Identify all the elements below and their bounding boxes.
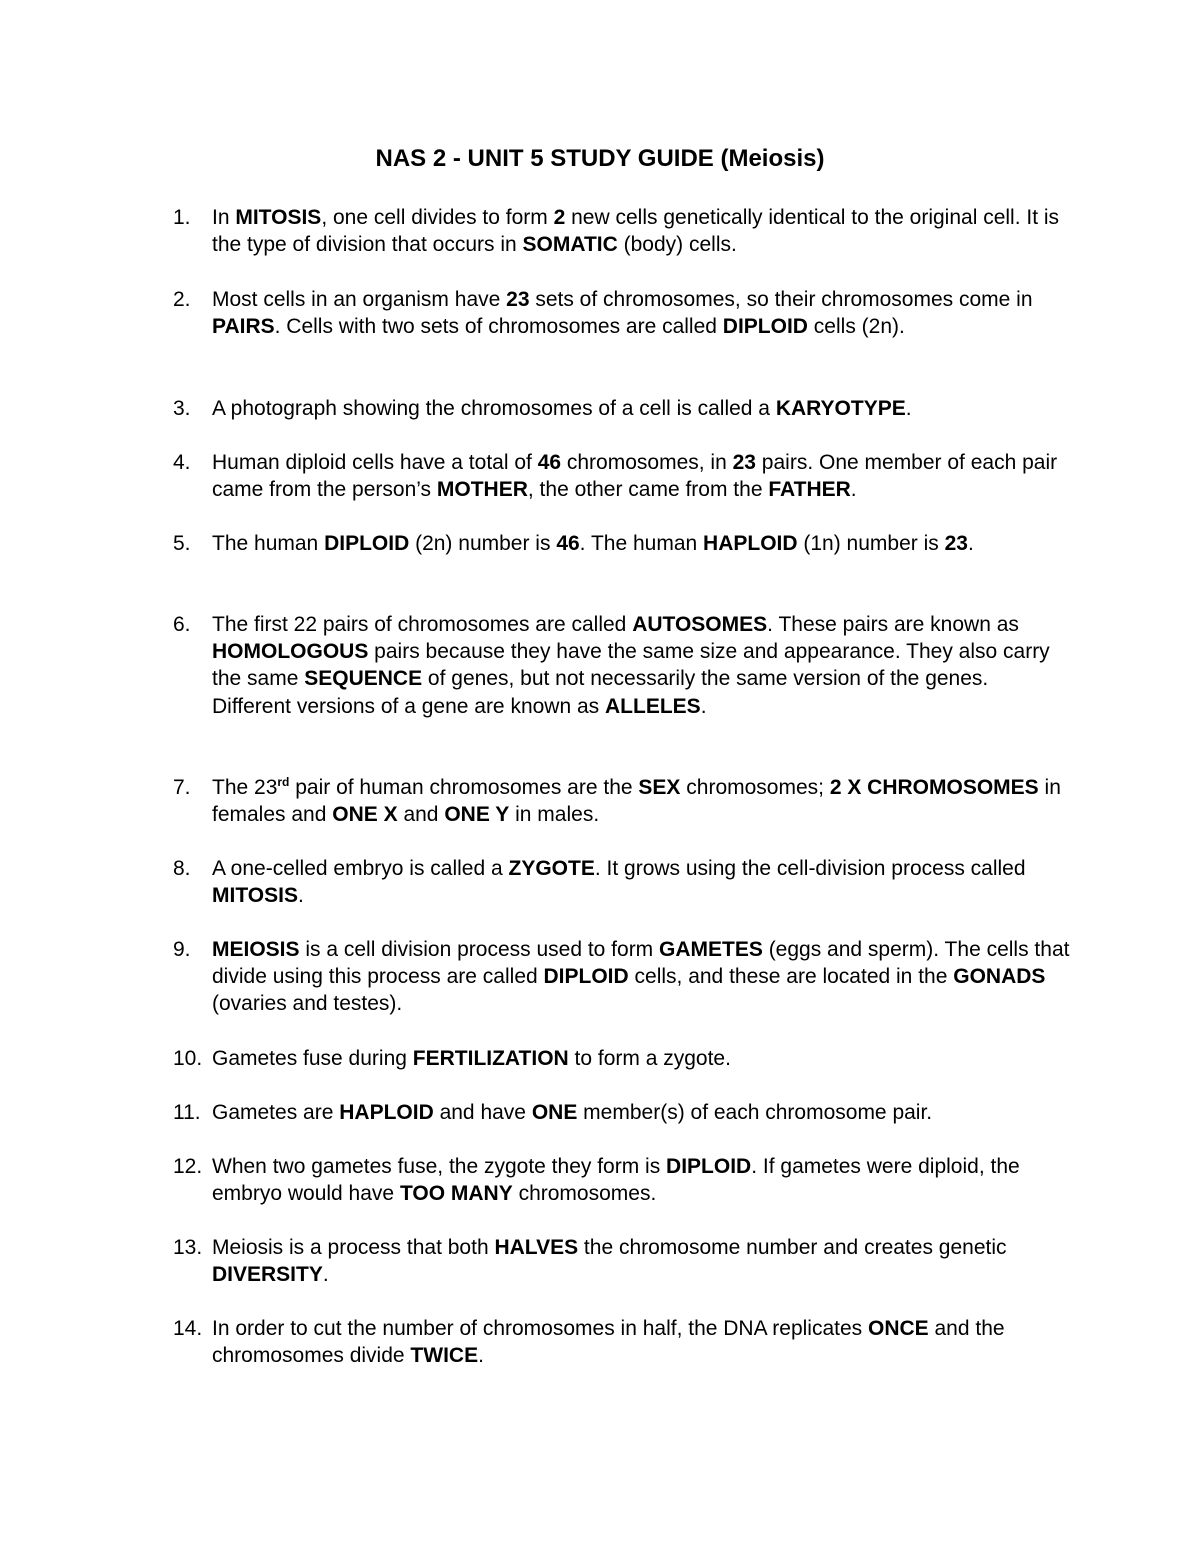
keyword: ALLELES <box>605 694 701 718</box>
keyword: HAPLOID <box>703 532 798 555</box>
text-run: Gametes are <box>212 1101 340 1124</box>
keyword: HALVES <box>494 1236 579 1259</box>
list-item <box>173 204 1073 258</box>
keyword: GAMETES <box>659 938 763 961</box>
keyword: DIPLOID <box>666 1155 752 1178</box>
item-text <box>212 774 1073 828</box>
text-run: pairs because they have the same size and appearance. They also carry the same <box>212 640 1050 691</box>
keyword: DIPLOID <box>543 965 629 989</box>
keyword: DIVERSITY <box>212 1263 323 1287</box>
text-run: . It grows using the cell-division process called <box>594 857 1026 880</box>
keyword: ONE <box>531 1101 578 1124</box>
item-number: 13. <box>173 1236 203 1259</box>
text-run: In order to cut the number of chromosomes in half, the DNA replicates <box>212 1317 868 1340</box>
text-run: chromosomes, in <box>561 451 733 474</box>
text-run: . If gametes were diploid, the embryo would have <box>212 1155 1020 1206</box>
text-run: A photograph showing the chromosomes of a cell is called a <box>212 397 776 420</box>
text-run: . Cells with two sets of chromosomes are called <box>274 315 723 339</box>
text-run: cells, and these are located in the <box>628 965 954 989</box>
text-run: pairs. One member of each pair came from the person’s <box>212 451 1058 502</box>
list-item <box>173 774 1073 828</box>
keyword: ONE X <box>332 803 398 827</box>
text-run: the chromosome number and creates genetic <box>578 1236 1007 1259</box>
keyword: DIPLOID <box>324 532 410 555</box>
keyword: 23 <box>506 288 530 311</box>
item-text <box>212 1045 1073 1072</box>
keyword: HOMOLOGOUS <box>212 640 369 664</box>
text-run: sets of chromosomes, so their chromosomes come in <box>529 288 1033 311</box>
list-item <box>173 936 1073 1018</box>
text-run: and the chromosomes divide <box>212 1317 1005 1368</box>
list-item <box>173 611 1073 720</box>
item-text <box>212 855 1073 909</box>
text-run: (body) cells. <box>617 233 737 257</box>
keyword: DIPLOID <box>722 315 808 339</box>
text-run: In <box>212 206 236 229</box>
text-run: new cells genetically identical to the original cell. It is the type of division that occurs in <box>212 206 1060 257</box>
item-number: 5. <box>173 532 191 555</box>
text-run: chromosomes. <box>512 1182 657 1206</box>
text-run: and have <box>433 1101 532 1124</box>
keyword: KARYOTYPE <box>775 397 906 420</box>
keyword: 2 <box>553 206 566 229</box>
item-text <box>212 611 1073 720</box>
keyword: FERTILIZATION <box>412 1047 569 1070</box>
list-item <box>173 855 1073 909</box>
keyword: 2 X CHROMOSOMES <box>829 776 1039 799</box>
item-text <box>212 286 1073 340</box>
text-run: . <box>967 532 974 555</box>
keyword: ZYGOTE <box>508 857 595 880</box>
item-number: 9. <box>173 938 191 961</box>
keyword: AUTOSOMES <box>632 613 768 636</box>
item-number: 1. <box>173 206 191 229</box>
text-run: Meiosis is a process that both <box>212 1236 495 1259</box>
keyword: TOO MANY <box>399 1182 513 1206</box>
item-number: 6. <box>173 613 191 636</box>
text-run: . <box>850 478 857 502</box>
item-number: 12. <box>173 1155 203 1178</box>
list-item <box>173 530 1073 557</box>
keyword: MOTHER <box>436 478 528 502</box>
item-text <box>212 395 1073 422</box>
text-run: . <box>478 1344 484 1368</box>
item-number: 2. <box>173 288 191 311</box>
item-text <box>212 1315 1073 1369</box>
text-run: A one-celled embryo is called a <box>212 857 509 880</box>
keyword: 46 <box>537 451 562 474</box>
list-item <box>173 1315 1073 1369</box>
item-text <box>212 204 1073 258</box>
superscript: rd <box>277 775 290 789</box>
text-run: (ovaries and testes). <box>212 992 403 1016</box>
text-run: in males. <box>509 803 600 827</box>
text-run: Human diploid cells have a total of <box>212 451 538 474</box>
keyword: MEIOSIS <box>212 938 300 961</box>
text-run: cells (2n). <box>807 315 905 339</box>
item-number: 8. <box>173 857 191 880</box>
item-text <box>212 1099 1073 1126</box>
text-run: member(s) of each chromosome pair. <box>577 1101 933 1124</box>
keyword: ONE Y <box>444 803 510 827</box>
item-number: 10. <box>173 1047 203 1070</box>
keyword: 46 <box>556 532 580 555</box>
list-item <box>173 449 1073 503</box>
text-run: (1n) number is <box>797 532 945 555</box>
text-run: in females and <box>212 776 1061 827</box>
item-text <box>212 449 1073 503</box>
keyword: ONCE <box>867 1317 929 1340</box>
text-run: chromosomes; <box>680 776 830 799</box>
text-run: of genes, but not necessarily the same version of the genes. Different versions of a gene are known as <box>212 667 989 718</box>
keyword: MITOSIS <box>235 206 322 229</box>
text-run: . <box>297 884 304 908</box>
keyword: FATHER <box>768 478 851 502</box>
list-item <box>173 1153 1073 1207</box>
list-item <box>173 1045 1073 1072</box>
text-run: . The human <box>579 532 704 555</box>
keyword: 23 <box>944 532 968 555</box>
text-run: The 23 <box>212 776 278 799</box>
text-run: to form a zygote. <box>568 1047 731 1070</box>
text-run: Most cells in an organism have <box>212 288 507 311</box>
text-run: (2n) number is <box>409 532 557 555</box>
item-text <box>212 1234 1073 1288</box>
keyword: SEX <box>638 776 681 799</box>
list-item <box>173 1099 1073 1126</box>
text-run: The first 22 pairs of chromosomes are called <box>212 613 633 636</box>
text-run: Gametes fuse during <box>212 1047 413 1070</box>
list-item <box>173 1234 1073 1288</box>
keyword: SEQUENCE <box>304 667 423 691</box>
text-run: . <box>700 694 707 718</box>
keyword: PAIRS <box>212 315 275 339</box>
item-number: 3. <box>173 397 191 420</box>
list-item <box>173 286 1073 340</box>
text-run: is a cell division process used to form <box>299 938 660 961</box>
keyword: MITOSIS <box>212 884 298 908</box>
item-text <box>212 1153 1073 1207</box>
keyword: 23 <box>732 451 756 474</box>
item-number: 7. <box>173 776 191 799</box>
item-number: 11. <box>173 1101 201 1124</box>
item-number: 4. <box>173 451 191 474</box>
text-run: pair of human chromosomes are the <box>289 776 639 799</box>
text-run: When two gametes fuse, the zygote they form is <box>212 1155 667 1178</box>
item-number: 14. <box>173 1317 203 1340</box>
text-run: . <box>322 1263 329 1287</box>
item-text <box>212 936 1073 1018</box>
keyword: GONADS <box>953 965 1046 989</box>
item-text <box>212 530 1073 557</box>
text-run: , one cell divides to form <box>321 206 554 229</box>
keyword: TWICE <box>410 1344 479 1368</box>
text-run: The human <box>212 532 325 555</box>
keyword: SOMATIC <box>522 233 618 257</box>
page-title: NAS 2 - UNIT 5 STUDY GUIDE (Meiosis) <box>375 145 825 172</box>
text-run: , the other came from the <box>527 478 769 502</box>
text-run: . These pairs are known as <box>767 613 1019 636</box>
text-run: (eggs and sperm). The cells that divide using this process are called <box>212 938 1070 989</box>
list-item <box>173 395 1073 422</box>
text-run: . <box>905 397 912 420</box>
keyword: HAPLOID <box>339 1101 434 1124</box>
text-run: and <box>397 803 445 827</box>
